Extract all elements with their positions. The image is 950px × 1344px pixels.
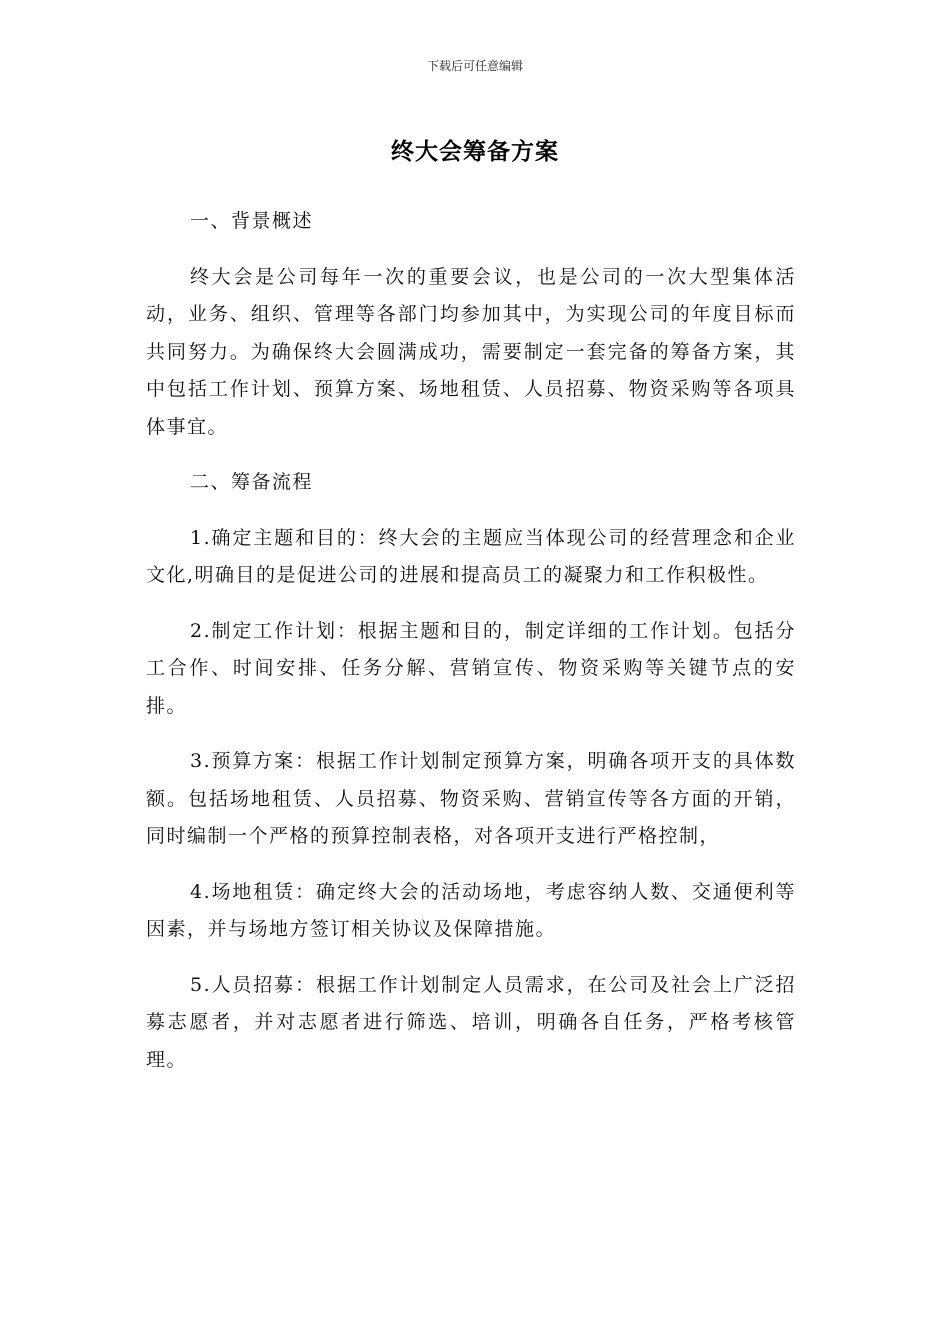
document-body — [146, 203, 796, 1097]
document-title: 终大会筹备方案 — [391, 139, 559, 165]
paragraph: 3.预算方案：根据工作计划制定预算方案，明确各项开支的具体数额。包括场地租赁、人员招募、物资采购、营销宣传等各方面的开销，同时编制一个严格的预算控制表格，对各项开支进行严格控制， — [146, 750, 796, 847]
section-process — [146, 464, 796, 1079]
paragraph: 终大会是公司每年一次的重要会议，也是公司的一次大型集体活动，业务、组织、管理等各部门均参加其中，为实现公司的年度目标而共同努力。为确保终大会圆满成功，需要制定一套完备的筹备方案，其中包括工作计划、预算方案、场地租赁、人员招募、物资采购等各项具体事宜。 — [146, 265, 796, 438]
section-background — [146, 203, 796, 446]
section-heading: 一、背景概述 — [190, 210, 314, 232]
paragraph: 4.场地租赁：确定终大会的活动场地，考虑容纳人数、交通便利等因素，并与场地方签订相关协议及保障措施。 — [146, 880, 796, 940]
paragraph: 2.制定工作计划：根据主题和目的，制定详细的工作计划。包括分工合作、时间安排、任务分解、营销宣传、物资采购等关键节点的安排。 — [146, 619, 796, 717]
paragraph: 1.确定主题和目的：终大会的主题应当体现公司的经营理念和企业文化,明确目的是促进公司的进展和提高员工的凝聚力和工作积极性。 — [146, 526, 796, 586]
section-heading: 二、筹备流程 — [190, 471, 314, 493]
paragraph: 5.人员招募：根据工作计划制定人员需求，在公司及社会上广泛招募志愿者，并对志愿者进行筛选、培训，明确各自任务，严格考核管理。 — [146, 973, 796, 1071]
header-note: 下载后可任意编辑 — [426, 59, 523, 73]
